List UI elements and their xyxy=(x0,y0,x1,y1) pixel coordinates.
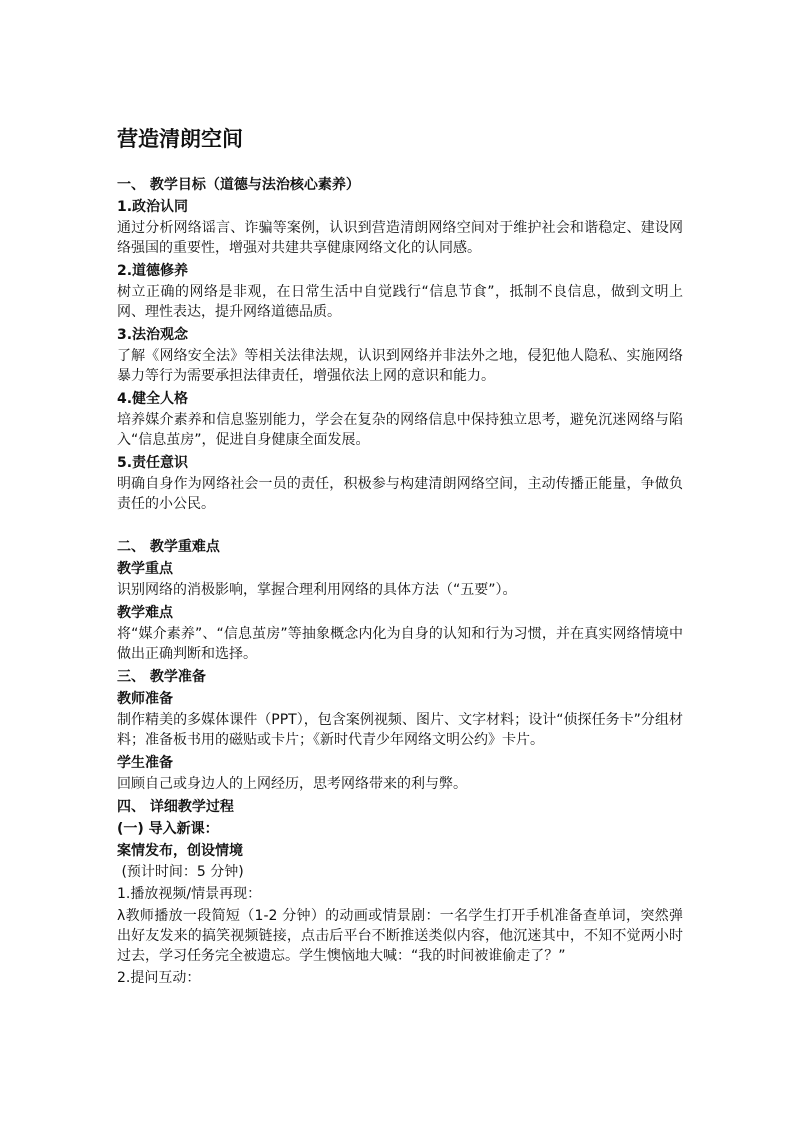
objective-text: 明确自身作为网络社会一员的责任，积极参与构建清朗网络空间，主动传播正能量，争做负责任的小公民。 xyxy=(117,476,683,512)
part1-label: (一) 导入新课： xyxy=(117,821,219,837)
time-estimate: (预计时间：5 分钟) xyxy=(117,864,244,880)
part1-title: 案情发布，创设情境 xyxy=(117,843,243,859)
objective-label: 4.健全人格 xyxy=(117,391,189,407)
step1-text: λ教师播放一段简短（1-2 分钟）的动画或情景剧：一名学生打开手机准备查单词，突然弹出好友发来的搞笑视频链接，点击后平台不断推送类似内容，他沉迷其中，不知不觉两小时过去，学习任务完全被遗忘。学生懊恼地大喊：“我的时间被谁偷走了？” xyxy=(117,908,683,964)
teacher-prep-text: 制作精美的多媒体课件（PPT），包含案例视频、图片、文字材料；设计“侦探任务卡”分组材料；准备板书用的磁贴或卡片；《新时代青少年网络文明公约》卡片。 xyxy=(117,712,683,748)
objective-text: 树立正确的网络是非观，在日常生活中自觉践行“信息节食”，抵制不良信息，做到文明上网、理性表达，提升网络道德品质。 xyxy=(117,284,683,320)
objective-label: 5.责任意识 xyxy=(117,455,189,471)
student-prep-label: 学生准备 xyxy=(117,755,173,771)
section-heading-preparation: 三、 教学准备 xyxy=(117,669,206,685)
objective-label: 3.法治观念 xyxy=(117,327,189,343)
document-body xyxy=(117,124,683,990)
section-heading-process: 四、 详细教学过程 xyxy=(117,799,234,815)
step2-label: 2.提问互动： xyxy=(117,970,201,986)
focus-label: 教学重点 xyxy=(117,561,173,577)
objective-text: 了解《网络安全法》等相关法律法规，认识到网络并非法外之地，侵犯他人隐私、实施网络暴力等行为需要承担法律责任，增强依法上网的意识和能力。 xyxy=(117,348,683,384)
student-prep-text: 回顾自己或身边人的上网经历，思考网络带来的利与弊。 xyxy=(117,776,467,792)
objective-text: 培养媒介素养和信息鉴别能力，学会在复杂的网络信息中保持独立思考，避免沉迷网络与陷入“信息茧房”，促进自身健康全面发展。 xyxy=(117,412,683,448)
spacer xyxy=(117,516,683,536)
teacher-prep-label: 教师准备 xyxy=(117,691,173,707)
objective-text: 通过分析网络谣言、诈骗等案例，认识到营造清朗网络空间对于维护社会和谐稳定、建设网络强国的重要性，增强对共建共享健康网络文化的认同感。 xyxy=(117,220,683,256)
difficulty-label: 教学难点 xyxy=(117,605,173,621)
section-heading-key-points: 二、 教学重难点 xyxy=(117,539,220,555)
document-title: 营造清朗空间 xyxy=(117,127,243,151)
difficulty-text: 将“媒介素养”、“信息茧房”等抽象概念内化为自身的认知和行为习惯，并在真实网络情境中做出正确判断和选择。 xyxy=(117,626,683,662)
focus-text: 识别网络的消极影响，掌握合理利用网络的具体方法（“五要”）。 xyxy=(117,582,517,598)
section-heading-objectives: 一、 教学目标（道德与法治核心素养） xyxy=(117,177,360,193)
step1-label: 1.播放视频/情景再现： xyxy=(117,886,262,902)
objective-label: 2.道德修养 xyxy=(117,263,189,279)
objective-label: 1.政治认同 xyxy=(117,199,189,215)
